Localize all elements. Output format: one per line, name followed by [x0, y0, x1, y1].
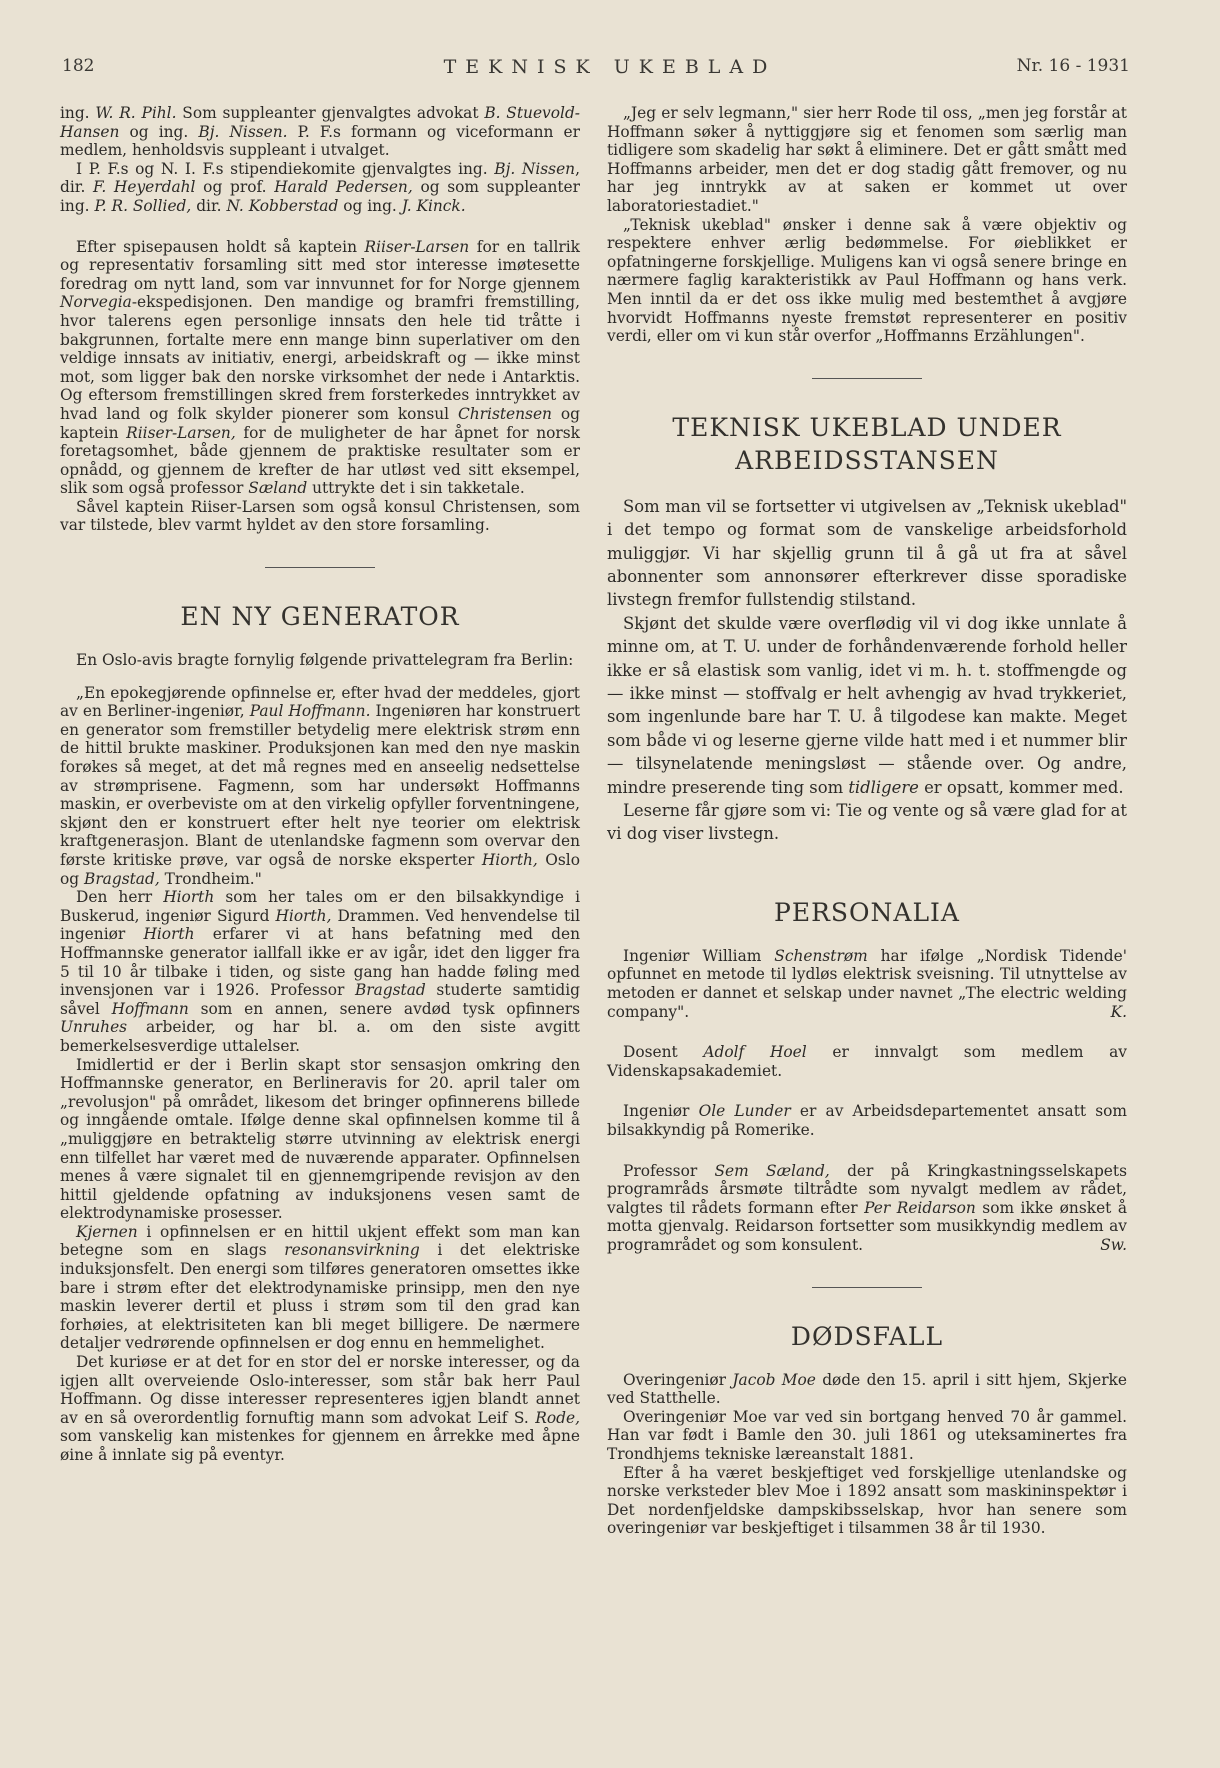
paragraph: „En epokegjørende opfinnelse er, efter hvad der meddeles, gjort av en Berliner-ingeniør, Paul Hoffmann. Ingeniøren har konstruert en generator som fremstiller betydelig mere elektrisk strøm enn de hittil brukte maskiner. Produksjonen kan med den nye maskin forøkes så meget, at det må regnes med en anseelig nedsettelse av strømprisene. Fagmenn, som har undersøkt Hoffmanns maskin, er overbeviste om at den virkelig opfyller forventningene, skjønt den er konstruert efter helt nye teorier om elektrisk kraftgenerasjon. Blant de utenlandske fagmenn som overvar den første kritiske prøve, var også de norske eksperter Hiorth, Oslo og Bragstad, Trondheim.": [60, 683, 580, 888]
heading-personalia: PERSONALIA: [774, 897, 960, 927]
paragraph: Imidlertid er der i Berlin skapt stor sensasjon omkring den Hoffmannske generator, en Berlineravis for 20. april taler om „revolusjon" på området, likesom det bringer opfinnerens billede og inngående omtale. Ifølge denne skal opfinnelsen komme til å „muliggjøre en betraktelig større utvinning av elektrisk energi enn tilfellet har været med de nuværende apparater. Opfinnelsen menes å være signalet til en gjennemgripende revisjon av den hittil gjeldende opfatning av induksjonens vesen samt de elektrodynamiske prosesser.: [60, 1055, 580, 1223]
paragraph: ing. W. R. Pihl. Som suppleanter gjenvalgtes advokat B. Stuevold-Hansen og ing. Bj. Nissen. P. F.s formann og viceformann er medlem, henholdsvis suppleant i utvalget.: [60, 104, 580, 160]
masthead-title: TEKNISK UKEBLAD: [443, 56, 777, 78]
issue-number: Nr. 16 - 1931: [1016, 56, 1130, 76]
paragraph: Ingeniør Ole Lunder er av Arbeidsdepartementet ansatt som bilsakkyndig på Romerike.: [607, 1102, 1127, 1139]
section-divider: [812, 1287, 922, 1288]
paragraph: Leserne får gjøre som vi: Tie og vente og så være glad for at vi dog viser livstegn.: [607, 801, 1127, 844]
paragraph: Dosent Adolf Hoel er innvalgt som medlem av Videnskapsakademiet.: [607, 1043, 1127, 1080]
right-column: [607, 104, 1127, 1538]
paragraph: Det kuriøse er at det for en stor del er norske interesser, og da igjen allt overveiende Oslo-interesser, som står bak herr Paul Hoffmann. Og disse interesser representeres igjen blandt annet av en så overordentlig fornuftig mann som advokat Leif S. Rode, som vanskelig kan mistenkes for gjennem en årrekke med åpne øine å innlate sig på eventyr.: [60, 1353, 580, 1464]
heading-arbeidsstansen: TEKNISK UKEBLAD UNDER ARBEIDSSTANSEN: [672, 412, 1062, 475]
page-number: 182: [62, 56, 95, 76]
left-column: [60, 104, 580, 1465]
paragraph: I P. F.s og N. I. F.s stipendiekomite gjenvalgtes ing. Bj. Nissen, dir. F. Heyerdahl og prof. Harald Pedersen, og som suppleanter ing. P. R. Sollied, dir. N. Kobberstad og ing. J. Kinck.: [60, 159, 581, 215]
paragraph: Som man vil se fortsetter vi utgivelsen av „Teknisk ukeblad" i det tempo og format som de vanskelige arbeidsforhold muliggjør. Vi har skjellig grunn til å gå ut fra at såvel abonnenter som annonsører efterkrever disse sporadiske livstegn fremfor fullstendig stilstand.: [607, 496, 1127, 610]
paragraph: „Teknisk ukeblad" ønsker i denne sak å være objektiv og respektere enhver ærlig bedømmelse. For øieblikket er opfatningerne forskjellige. Muligens kan vi også senere bringe en nærmere faglig karakteristikk av Paul Hoffmann og hans verk. Men inntil da er det oss ikke mulig med bestemthet å avgjøre hvorvidt Hoffmanns nyeste fremstøt representerer en positiv verdi, eller om vi kun står overfor „Hoffmanns Erzählungen".: [607, 215, 1127, 346]
paragraph: En Oslo-avis bragte fornylig følgende privattelegram fra Berlin:: [76, 651, 574, 670]
paragraph: Den herr Hiorth som her tales om er den bilsakkyndige i Buskerud, ingeniør Sigurd Hiorth, Drammen. Ved henvendelse til ingeniør Hiorth erfarer vi at hans befatning med den Hoffmannske generator iallfall ikke er av igår, idet den ligger fra 5 til 10 år tilbake i tiden, og siste gang han hadde føling med invensjonen var i 1926. Professor Bragstad studerte samtidig såvel Hoffmann som en annen, senere avdød tysk opfinners Unruhes arbeider, og har bl. a. om den siste avgitt bemerkelsesverdige uttalelser.: [60, 888, 580, 1055]
signature: K.: [1110, 1002, 1127, 1021]
paragraph: Professor Sem Sæland, der på Kringkastningsselskapets programråds årsmøte tiltrådte som nyvalgt medlem av rådet, valgtes til rådets formann efter Per Reidarson som ikke ønsket å motta gjenvalg. Reidarson fortsetter som musikkyndig medlem av programrådet og som konsulent. Sw.: [607, 1161, 1127, 1254]
paragraph: Efter spisepausen holdt så kaptein Riiser-Larsen for en tallrik og representativ forsamling sitt med stor interesse imøtesette foredrag om nytt land, som var innvunnet for for Norge gjennem Norvegia-ekspedisjonen. Den mandige og bramfri fremstilling, hvor talerens egen personlige innsats den hele tid tråtte i bakgrunnen, fortalte mere enn mange binn superlativer om den veldige innsats av initiativ, energi, arbeidskraft og — ikke minst mot, som ligger bak den norske virksomhet der nede i Antarktis. Og eftersom fremstillingen skred frem forsterkedes inntrykket av hvad land og folk skylder pionerer som konsul Christensen og kaptein Riiser-Larsen, for de muligheter de har åpnet for norsk foretagsomhet, både gjennem de praktiske resultater som er opnådd, og gjennem de krefter de har utløst ved sitt eksempel, slik som også professor Sæland uttrykte det i sin takketale.: [60, 237, 581, 498]
signature: Sw.: [1100, 1235, 1127, 1254]
paragraph: Overingeniør Moe var ved sin bortgang henved 70 år gammel. Han var født i Bamle den 30. juli 1861 og uteksaminertes fra Trondhjems tekniske læreanstalt 1881.: [607, 1407, 1127, 1463]
section-divider: [812, 378, 922, 379]
paragraph: Overingeniør Jacob Moe døde den 15. april i sitt hjem, Skjerke ved Statthelle.: [607, 1370, 1127, 1408]
paragraph: Efter å ha været beskjeftiget ved forskjellige utenlandske og norske verksteder blev Moe i 1892 ansatt som maskininspektør i Det nordenfjeldske dampskibsselskap, hvor han senere som overingeniør var beskjeftiget i tilsammen 38 år til 1930.: [607, 1463, 1127, 1538]
heading-dodsfall: DØDSFALL: [790, 1321, 944, 1351]
paragraph: „Jeg er selv legmann," sier herr Rode til oss, „men jeg forstår at Hoffmann søker å nyttiggjøre sig et fenomen som særlig man tidligere som skadelig har søkt å eliminere. Det er gått smått med Hoffmanns arbeider, men det er dog stadig gått fremover, og nu har jeg inntrykk av at saken er kommet ut over laboratoriestadiet.": [607, 104, 1127, 215]
heading-generator: EN NY GENERATOR: [180, 602, 460, 632]
paragraph: Skjønt det skulde være overflødig vil vi dog ikke unnlate å minne om, at T. U. under de forhåndenværende forhold heller ikke er så elastisk som vanlig, idet vi m. h. t. stoffmengde og — ikke minst — stoffvalg er helt avhengig av hvad trykkeriet, som ingenlunde bare har T. U. å tilgodese kan makte. Meget som både vi og leserne gjerne vilde hatt med i et nummer blir — tilsynelatende meningsløst — stående over. Og andre, mindre preserende ting som tidligere er opsatt, kommer med.: [607, 613, 1127, 797]
paragraph: Ingeniør William Schenstrøm har ifølge „Nordisk Tidende' opfunnet en metode til lydløs elektrisk sveisning. Til utnyttelse av metoden er dannet et selskap under navnet „The electric welding company". K.: [607, 946, 1127, 1021]
paragraph: Kjernen i opfinnelsen er en hittil ukjent effekt som man kan betegne som en slags resonansvirkning i det elektriske induksjonsfelt. Den energi som tilføres generatoren omsettes ikke bare i strøm efter det elektrodynamiske prinsipp, men den nye maskin leverer dertil et pluss i strøm som til den grad kan forhøies, at elektrisiteten kan bli meget billigere. De nærmere detaljer vedrørende opfinnelsen er dog ennu en hemmelighet.: [60, 1222, 580, 1353]
section-divider: [265, 567, 375, 568]
paragraph: Såvel kaptein Riiser-Larsen som også konsul Christensen, som var tilstede, blev varmt hyldet av den store forsamling.: [60, 497, 580, 535]
